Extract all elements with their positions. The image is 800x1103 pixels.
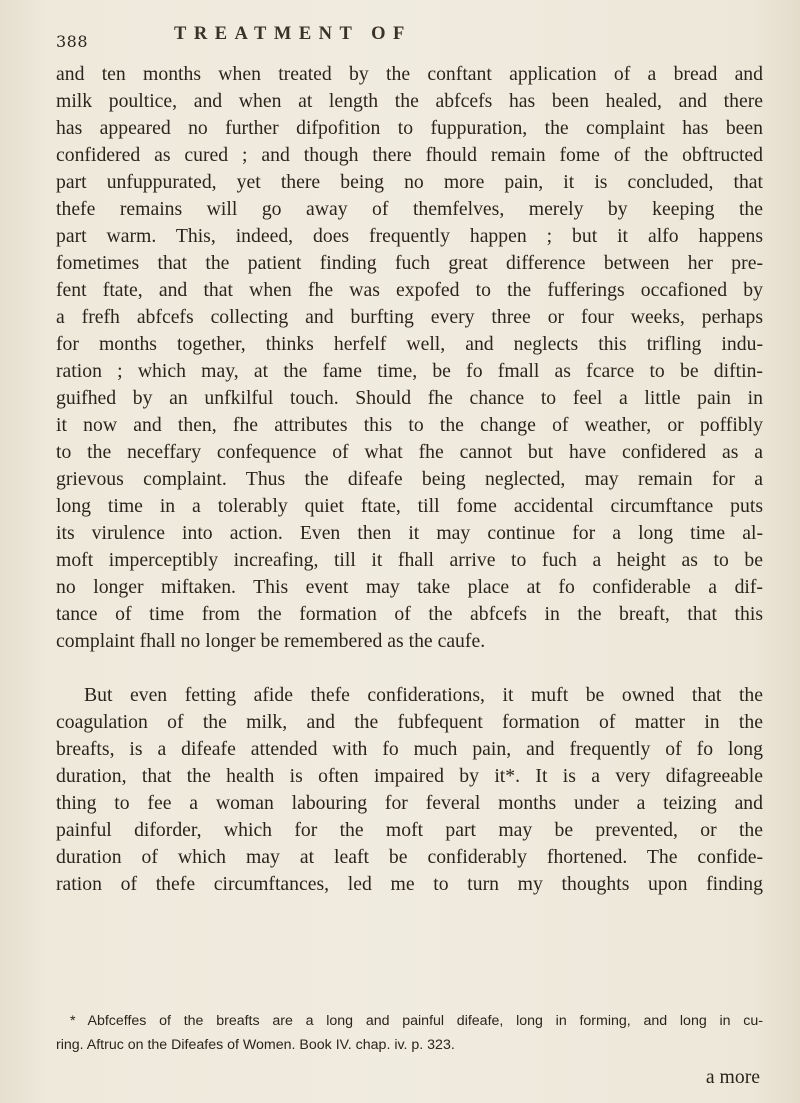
text-line: and ten months when treated by the conftant application of a bread and: [56, 63, 763, 85]
paragraph-1: [56, 61, 763, 655]
text-line: painful diforder, which for the moft part may be prevented, or the: [56, 819, 763, 841]
text-line: moft imperceptibly increafing, till it fhall arrive to fuch a height as to be: [56, 549, 763, 571]
text-line: duration of which may at leaft be confiderably fhortened. The confide-: [56, 846, 763, 868]
text-line: has appeared no further difpofition to fuppuration, the complaint has been: [56, 117, 763, 139]
text-line: ration of thefe circumftances, led me to turn my thoughts upon finding: [56, 873, 763, 895]
catchword: a more: [705, 1066, 760, 1088]
page-header: [56, 22, 756, 52]
footnote-line: * Abfceffes of the breafts are a long and painful difeafe, long in forming, and long in cu-: [70, 1013, 763, 1029]
running-head: TREATMENT OF: [174, 24, 412, 44]
text-line: tance of time from the formation of the abfcefs in the breaft, that this: [56, 603, 763, 625]
text-line: But even fetting afide thefe confiderations, it muft be owned that the: [84, 684, 763, 706]
text-line: a frefh abfcefs collecting and burfting every three or four weeks, perhaps: [56, 306, 763, 328]
paragraph-gap: [56, 655, 763, 682]
text-line: coagulation of the milk, and the fubfequent formation of matter in the: [56, 711, 763, 733]
text-line: it now and then, fhe attributes this to the change of weather, or poffibly: [56, 414, 763, 436]
text-line: grievous complaint. Thus the difeafe being neglected, may remain for a: [56, 468, 763, 490]
text-line: thing to fee a woman labouring for feveral months under a teizing and: [56, 792, 763, 814]
text-line: ration ; which may, at the fame time, be fo fmall as fcarce to be diftin-: [56, 360, 763, 382]
text-line: thefe remains will go away of themfelves, merely by keeping the: [56, 198, 763, 220]
text-line: part warm. This, indeed, does frequently happen ; but it alfo happens: [56, 225, 763, 247]
text-line: guifhed by an unfkilful touch. Should fhe chance to feel a little pain in: [56, 387, 763, 409]
text-line: to the neceffary confequence of what fhe cannot but have confidered as a: [56, 441, 763, 463]
text-line: fent ftate, and that when fhe was expofed to the fufferings occafioned by: [56, 279, 763, 301]
page-number: 388: [56, 32, 89, 51]
text-line: confidered as cured ; and though there fhould remain fome of the obftructed: [56, 144, 763, 166]
text-line: long time in a tolerably quiet ftate, till fome accidental circumftance puts: [56, 495, 763, 517]
text-line: duration, that the health is often impaired by it*. It is a very difagreeable: [56, 765, 763, 787]
text-line: part unfuppurated, yet there being no more pain, it is concluded, that: [56, 171, 763, 193]
text-line: its virulence into action. Even then it may continue for a long time al-: [56, 522, 763, 544]
footnote: [56, 1009, 763, 1057]
text-line: no longer miftaken. This event may take place at fo confiderable a dif-: [56, 576, 763, 598]
footnote-line: ring. Aftruc on the Difeafes of Women. Book IV. chap. iv. p. 323.: [56, 1037, 455, 1053]
body-text: [56, 61, 763, 898]
text-line: complaint fhall no longer be remembered as the caufe.: [56, 630, 486, 652]
text-line: breafts, is a difeafe attended with fo much pain, and frequently of fo long: [56, 738, 763, 760]
text-line: fometimes that the patient finding fuch great difference between her pre-: [56, 252, 763, 274]
paragraph-2: [56, 682, 763, 898]
text-line: for months together, thinks herfelf well, and neglects this trifling indu-: [56, 333, 763, 355]
text-line: milk poultice, and when at length the abfcefs has been healed, and there: [56, 90, 763, 112]
